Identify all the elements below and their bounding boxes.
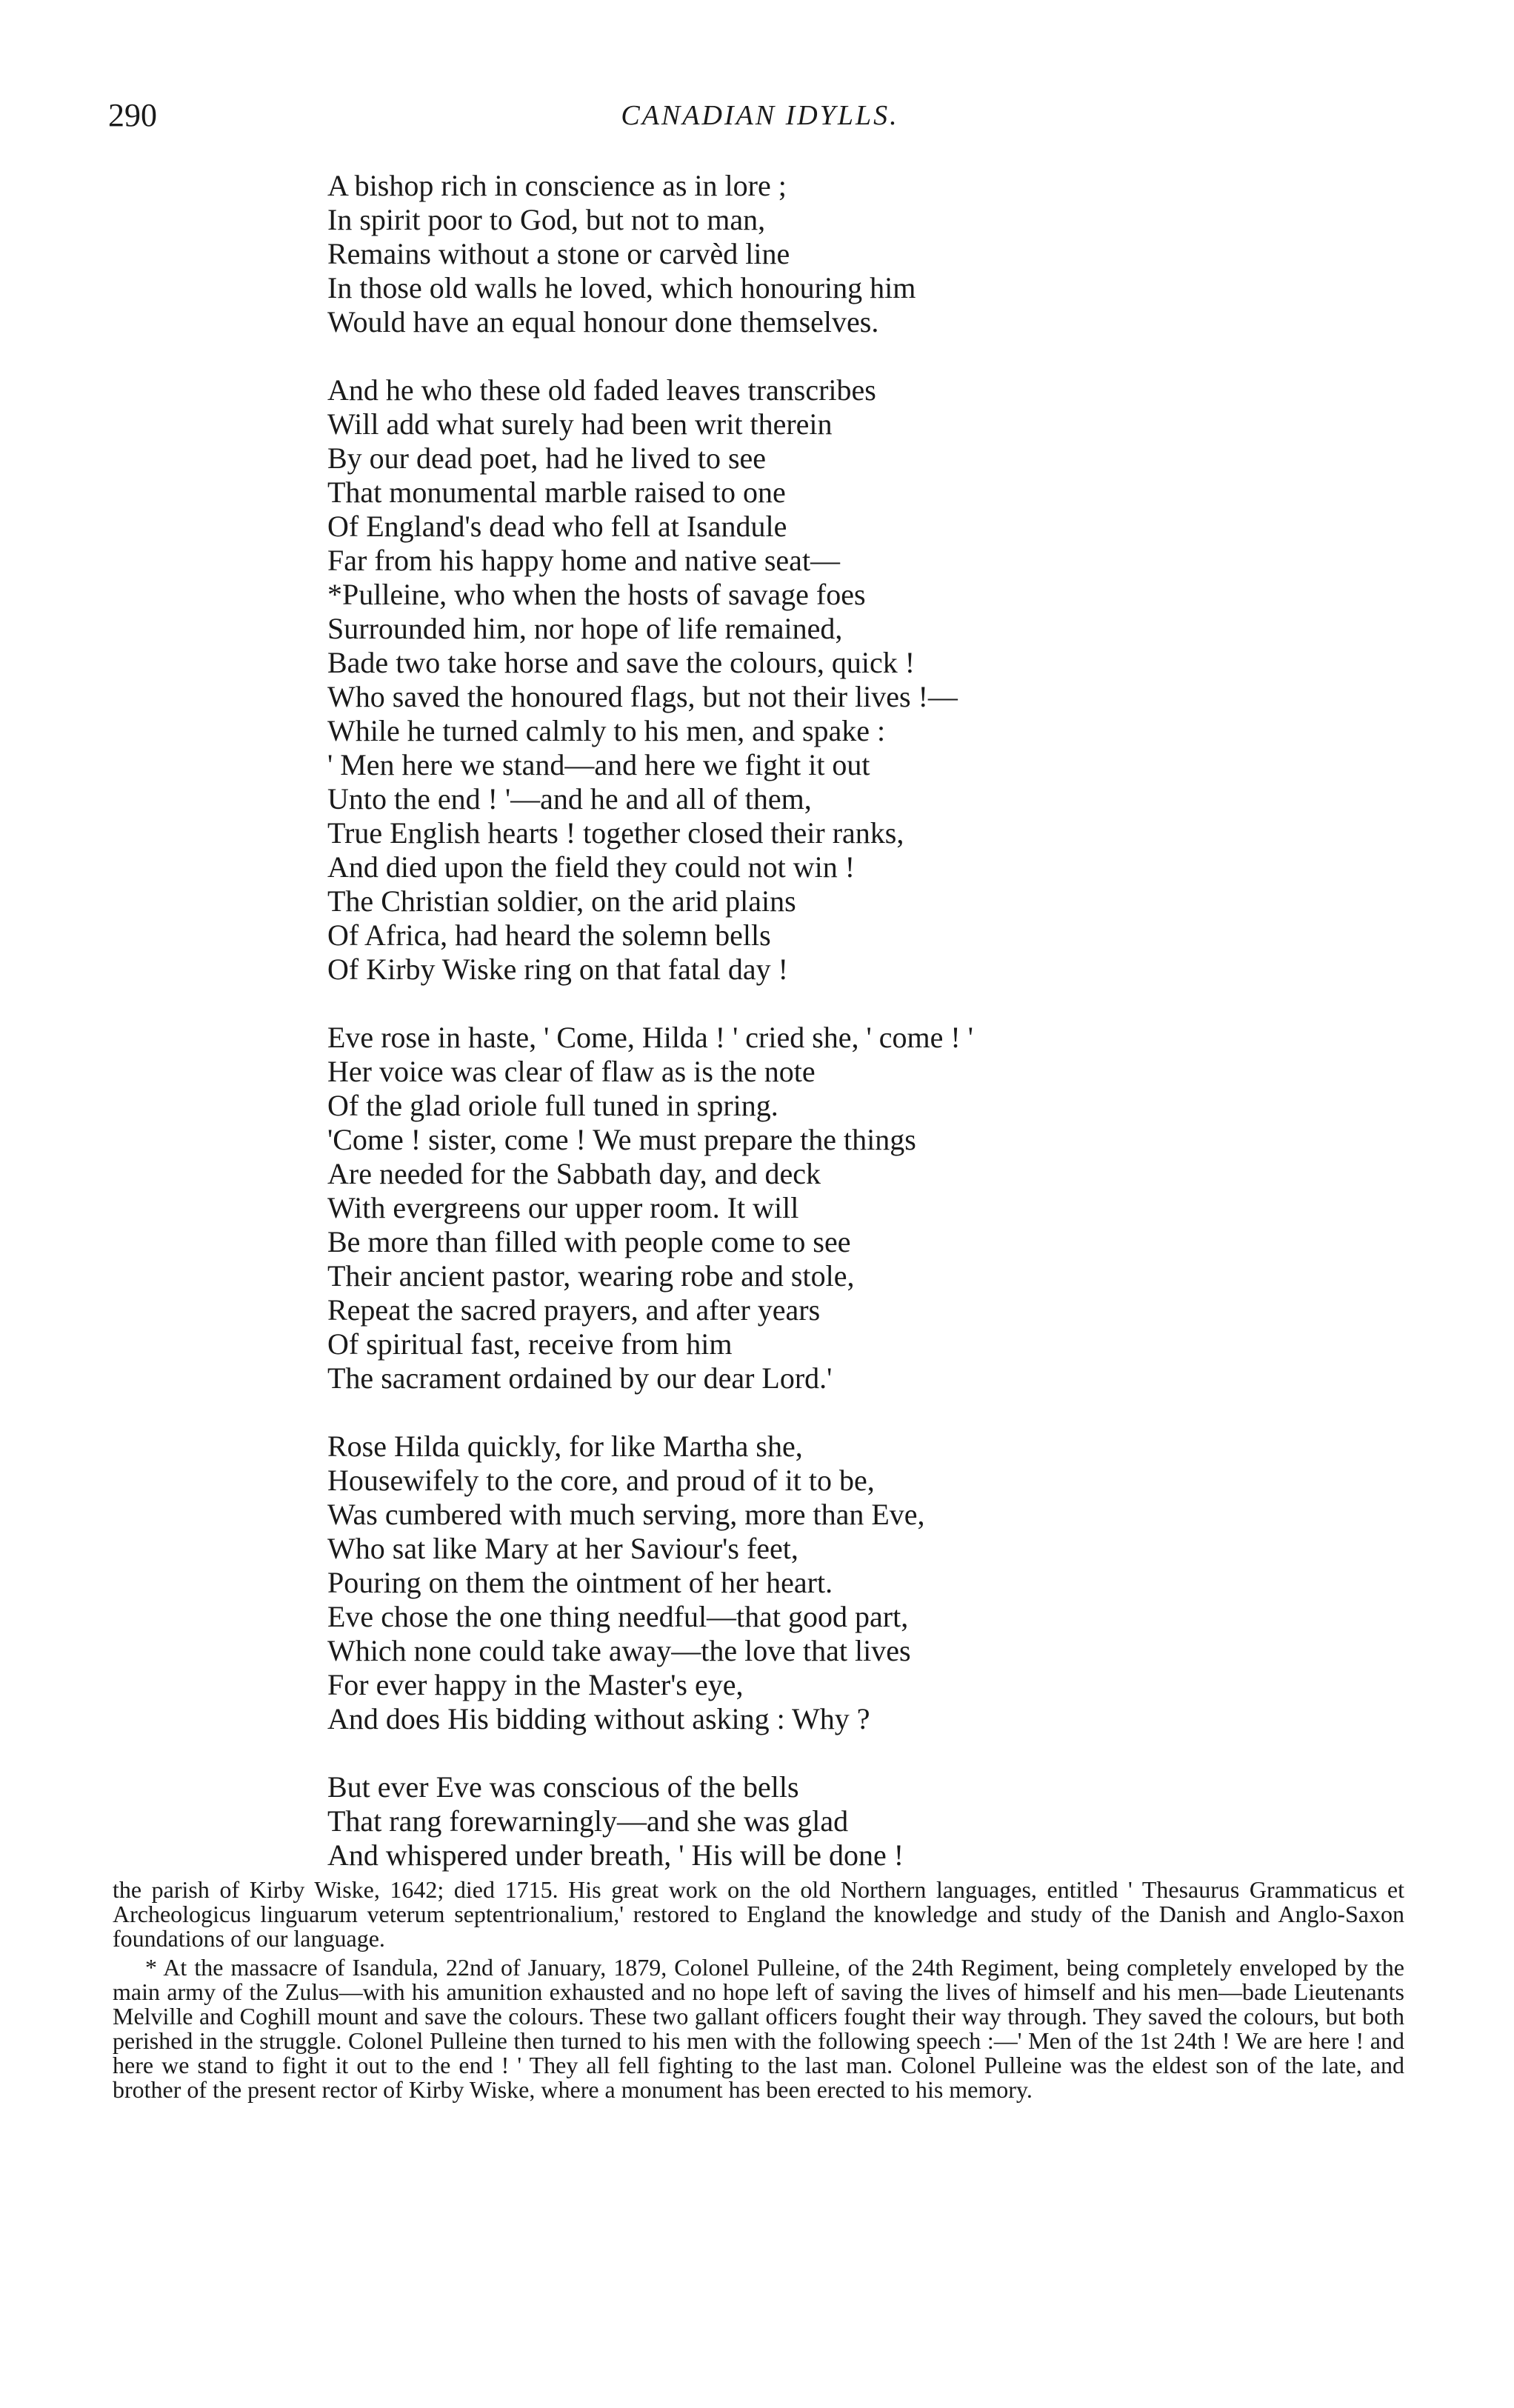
verse-line: Remains without a stone or carvèd line xyxy=(327,237,790,270)
verse-line: Eve chose the one thing needful—that good part, xyxy=(327,1600,909,1633)
footnotes xyxy=(113,1878,1404,2107)
verse-line: ' Men here we stand—and here we fight it out xyxy=(327,748,870,781)
page-number: 290 xyxy=(108,97,157,133)
verse-line: A bishop rich in conscience as in lore ; xyxy=(327,169,787,202)
verse-line: In those old walls he loved, which honouring him xyxy=(327,271,916,304)
verse-line: Be more than filled with people come to see xyxy=(327,1225,851,1258)
stanza xyxy=(327,1021,1379,1395)
stanza xyxy=(327,169,1379,339)
verse-line: Their ancient pastor, wearing robe and stole, xyxy=(327,1259,855,1293)
verse-line: Will add what surely had been writ therein xyxy=(327,407,833,441)
verse-line: For ever happy in the Master's eye, xyxy=(327,1668,744,1701)
verse-line: The sacrament ordained by our dear Lord.' xyxy=(327,1361,833,1395)
verse-line: Would have an equal honour done themselves. xyxy=(327,305,879,338)
verse-line: Who sat like Mary at her Saviour's feet, xyxy=(327,1532,798,1565)
verse-line: The Christian soldier, on the arid plains xyxy=(327,884,796,918)
page-header xyxy=(108,93,1412,138)
running-title: CANADIAN IDYLLS. xyxy=(621,100,899,131)
verse-line: While he turned calmly to his men, and spake : xyxy=(327,714,886,747)
verse-line: 'Come ! sister, come ! We must prepare the things xyxy=(327,1123,916,1156)
verse-line: That monumental marble raised to one xyxy=(327,476,786,509)
verse-line: Housewifely to the core, and proud of it to be, xyxy=(327,1464,875,1497)
stanza xyxy=(327,1770,1379,1872)
verse-line: Unto the end ! '—and he and all of them, xyxy=(327,782,812,816)
verse-line: Repeat the sacred prayers, and after years xyxy=(327,1293,821,1327)
verse-line: Rose Hilda quickly, for like Martha she, xyxy=(327,1430,803,1463)
verse-line: *Pulleine, who when the hosts of savage foes xyxy=(327,578,866,611)
verse-line: Eve rose in haste, ' Come, Hilda ! ' cried she, ' come ! ' xyxy=(327,1021,973,1054)
verse-line: Are needed for the Sabbath day, and deck xyxy=(327,1157,821,1190)
verse-line: And whispered under breath, ' His will be done ! xyxy=(327,1838,904,1872)
verse-line: Of spiritual fast, receive from him xyxy=(327,1327,733,1361)
verse-line: Far from his happy home and native seat— xyxy=(327,544,841,577)
verse-line: Of Africa, had heard the solemn bells xyxy=(327,918,771,952)
verse-line: Of Kirby Wiske ring on that fatal day ! xyxy=(327,953,788,986)
verse-line: That rang forewarningly—and she was glad xyxy=(327,1804,849,1838)
poem-body xyxy=(327,169,1379,1907)
verse-line: And does His bidding without asking : Why ? xyxy=(327,1702,870,1735)
stanza xyxy=(327,373,1379,987)
verse-line: Surrounded him, nor hope of life remained, xyxy=(327,612,843,645)
verse-line: By our dead poet, had he lived to see xyxy=(327,441,767,475)
verse-line: But ever Eve was conscious of the bells xyxy=(327,1770,799,1804)
verse-line: And he who these old faded leaves transcribes xyxy=(327,373,876,407)
verse-line: In spirit poor to God, but not to man, xyxy=(327,203,766,236)
verse-line: Pouring on them the ointment of her heart. xyxy=(327,1566,833,1599)
verse-line: Which none could take away—the love that lives xyxy=(327,1634,911,1667)
footnote-isandula: * At the massacre of Isandula, 22nd of January, 1879, Colonel Pulleine, of the 24th Regiment, being completely enveloped by the main army of the Zulus—with his amunition exhausted and no hope left of saving the lives of himself and his men—bade Lieutenants Melville and Coghill mount and save the colours. These two gallant officers fought their way through. They saved the colours, but both perished in the struggle. Colonel Pulleine then turned to his men with the following speech :—' Men of the 1st 24th ! We are here ! and here we stand to fight it out to the end ! ' They all fell fighting to the last man. Colonel Pulleine was the eldest son of the late, and brother of the present rector of Kirby Wiske, where a monument has been erected to his memory. xyxy=(113,1954,1404,2103)
verse-line: Was cumbered with much serving, more than Eve, xyxy=(327,1498,925,1531)
verse-line: And died upon the field they could not win ! xyxy=(327,850,856,884)
verse-line: Bade two take horse and save the colours, quick ! xyxy=(327,646,916,679)
stanza xyxy=(327,1430,1379,1736)
verse-line: With evergreens our upper room. It will xyxy=(327,1191,799,1224)
footnote-continued: the parish of Kirby Wiske, 1642; died 1715. His great work on the old Northern languages, entitled ' Thesaurus Grammaticus et Archeologicus linguarum veterum septentrionalium,' restored to England the knowledge and study of the Danish and Anglo-Saxon foundations of our language. xyxy=(113,1876,1404,1952)
verse-line: True English hearts ! together closed their ranks, xyxy=(327,816,904,850)
verse-line: Who saved the honoured flags, but not their lives !— xyxy=(327,680,958,713)
verse-line: Of England's dead who fell at Isandule xyxy=(327,510,787,543)
verse-line: Of the glad oriole full tuned in spring. xyxy=(327,1089,778,1122)
verse-line: Her voice was clear of flaw as is the note xyxy=(327,1055,816,1088)
